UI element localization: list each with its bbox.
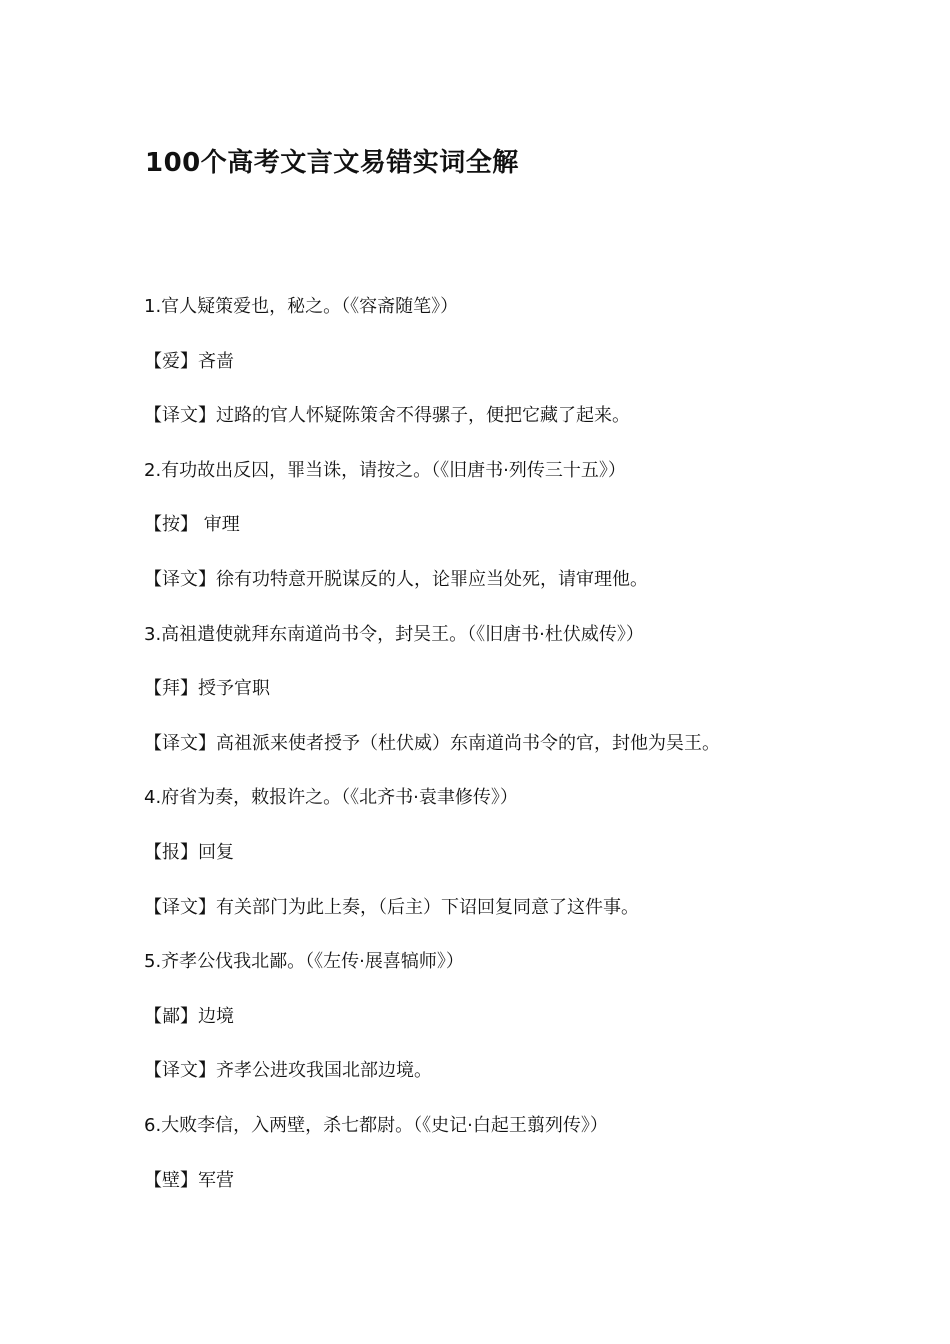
example-sentence-6: 6.大败李信，入两壁，杀七都尉。（《史记·白起王翦列传》） <box>144 1114 608 1136</box>
example-sentence-2: 2.有功故出反囚，罪当诛，请按之。（《旧唐书·列传三十五》） <box>144 459 626 481</box>
translation-4: 【译文】有关部门为此上奏，（后主）下诏回复同意了这件事。 <box>144 896 639 918</box>
example-sentence-5: 5.齐孝公伐我北鄙。（《左传·展喜犒师》） <box>144 951 464 973</box>
translation-5: 【译文】齐孝公进攻我国北部边境。 <box>144 1060 432 1082</box>
word-definition-1: 【爱】吝啬 <box>144 350 234 372</box>
word-definition-2: 【按】 审理 <box>144 514 240 536</box>
example-sentence-3: 3.高祖遣使就拜东南道尚书令，封吴王。（《旧唐书·杜伏威传》） <box>144 623 644 645</box>
example-sentence-1: 1.官人疑策爱也，秘之。（《容斋随笔》） <box>144 296 459 317</box>
translation-2: 【译文】徐有功特意开脱谋反的人，论罪应当处死，请审理他。 <box>144 568 648 590</box>
word-definition-5: 【鄙】边境 <box>144 1005 234 1027</box>
page-title: 100个高考文言文易错实词全解 <box>145 148 519 178</box>
example-sentence-4: 4.府省为奏，敕报许之。（《北齐书·袁聿修传》） <box>144 787 518 809</box>
translation-1: 【译文】过路的官人怀疑陈策舍不得骡子，便把它藏了起来。 <box>144 405 630 427</box>
word-definition-3: 【拜】授予官职 <box>144 678 270 700</box>
translation-3: 【译文】高祖派来使者授予（杜伏威）东南道尚书令的官，封他为吴王。 <box>144 732 720 754</box>
entry-list <box>144 292 864 1220</box>
word-definition-4: 【报】回复 <box>144 841 234 863</box>
word-definition-6: 【壁】军营 <box>144 1169 234 1191</box>
